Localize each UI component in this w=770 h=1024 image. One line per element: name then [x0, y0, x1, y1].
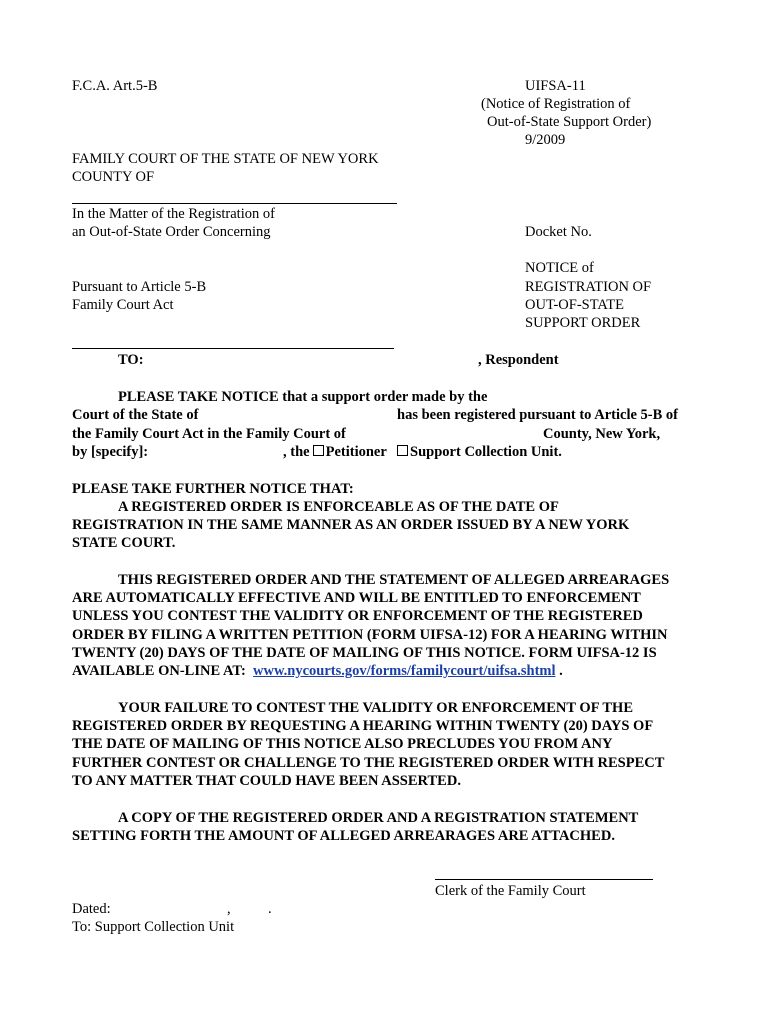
matter-line-1: In the Matter of the Registration of — [72, 206, 275, 222]
p3-line-2: REGISTERED ORDER BY REQUESTING A HEARING WITHIN TWENTY (20) DAYS OF — [72, 718, 654, 734]
clerk-signature-line — [435, 879, 653, 880]
further-notice-line-3: STATE COURT. — [72, 535, 176, 551]
notice-p1-line-3a: the Family Court Act in the Family Court of — [72, 426, 346, 442]
matter-line-2: an Out-of-State Order Concerning — [72, 224, 271, 240]
p3-line-3: THE DATE OF MAILING OF THIS NOTICE ALSO PRECLUDES YOU FROM ANY — [72, 736, 613, 752]
further-notice-line-2: REGISTRATION IN THE SAME MANNER AS AN ORDER ISSUED BY A NEW YORK — [72, 517, 630, 533]
scu-label: Support Collection Unit. — [410, 444, 562, 460]
respondent-label: , Respondent — [478, 352, 559, 368]
notice-p1-line-4a: by [specify]: — [72, 444, 149, 460]
scu-checkbox[interactable] — [397, 445, 408, 456]
notice-title-line-4: SUPPORT ORDER — [525, 315, 641, 331]
to-label: TO: — [118, 352, 144, 368]
pursuant-line-2: Family Court Act — [72, 297, 174, 313]
dated-label: Dated: — [72, 901, 111, 917]
county-label: COUNTY OF — [72, 169, 155, 185]
notice-p1-line-2a: Court of the State of — [72, 407, 199, 423]
p2-line-5: TWENTY (20) DAYS OF THE DATE OF MAILING OF THIS NOTICE. FORM UIFSA-12 IS — [72, 645, 657, 661]
form-id: UIFSA-11 — [525, 78, 586, 94]
notice-p1-line-3b: County, New York, — [543, 426, 661, 442]
notice-p1-line-2b: has been registered pursuant to Article 5-B of — [397, 407, 678, 423]
caption-divider-top — [72, 203, 397, 204]
notice-title-line-3: OUT-OF-STATE — [525, 297, 625, 313]
p2-line-6 — [72, 662, 563, 680]
p3-line-1: YOUR FAILURE TO CONTEST THE VALIDITY OR ENFORCEMENT OF THE — [118, 700, 634, 716]
dated-period: . — [268, 901, 272, 917]
pursuant-line-1: Pursuant to Article 5-B — [72, 279, 207, 295]
petitioner-checkbox[interactable] — [313, 445, 324, 456]
statute-reference: F.C.A. Art.5-B — [72, 78, 158, 94]
filed-by-options — [283, 443, 562, 461]
form-date: 9/2009 — [525, 132, 566, 148]
clerk-label: Clerk of the Family Court — [435, 883, 586, 899]
further-notice-heading: PLEASE TAKE FURTHER NOTICE THAT: — [72, 481, 354, 497]
form-title-line-1: (Notice of Registration of — [481, 96, 631, 112]
docket-label: Docket No. — [525, 224, 592, 240]
p4-line-2: SETTING FORTH THE AMOUNT OF ALLEGED ARREARAGES ARE ATTACHED. — [72, 828, 615, 844]
court-name: FAMILY COURT OF THE STATE OF NEW YORK — [72, 151, 379, 167]
p2-line-3: UNLESS YOU CONTEST THE VALIDITY OR ENFORCEMENT OF THE REGISTERED — [72, 608, 643, 624]
uifsa-form-link[interactable]: www.nycourts.gov/forms/familycourt/uifsa.shtml — [253, 663, 556, 679]
filed-by-the: , the — [283, 444, 310, 460]
petitioner-label: Petitioner — [325, 444, 387, 460]
form-title-line-2: Out-of-State Support Order) — [487, 114, 652, 130]
caption-divider-bottom — [72, 348, 394, 349]
notice-p1-line-1: PLEASE TAKE NOTICE that a support order made by the — [118, 389, 488, 405]
p2-line-4: ORDER BY FILING A WRITTEN PETITION (FORM UIFSA-12) FOR A HEARING WITHIN — [72, 627, 668, 643]
to-scu-label: To: Support Collection Unit — [72, 919, 235, 935]
p2-line-6-end: . — [559, 663, 563, 679]
p4-line-1: A COPY OF THE REGISTERED ORDER AND A REGISTRATION STATEMENT — [118, 810, 639, 826]
p3-line-5: TO ANY MATTER THAT COULD HAVE BEEN ASSERTED. — [72, 773, 461, 789]
p2-line-1: THIS REGISTERED ORDER AND THE STATEMENT OF ALLEGED ARREARAGES — [118, 572, 670, 588]
p2-line-6-text: AVAILABLE ON-LINE AT: — [72, 663, 246, 679]
dated-comma: , — [227, 901, 231, 917]
p3-line-4: FURTHER CONTEST OR CHALLENGE TO THE REGISTERED ORDER WITH RESPECT — [72, 755, 665, 771]
notice-title-line-1: NOTICE of — [525, 260, 594, 276]
p2-line-2: ARE AUTOMATICALLY EFFECTIVE AND WILL BE ENTITLED TO ENFORCEMENT — [72, 590, 641, 606]
further-notice-line-1: A REGISTERED ORDER IS ENFORCEABLE AS OF THE DATE OF — [118, 499, 559, 515]
notice-title-line-2: REGISTRATION OF — [525, 279, 652, 295]
